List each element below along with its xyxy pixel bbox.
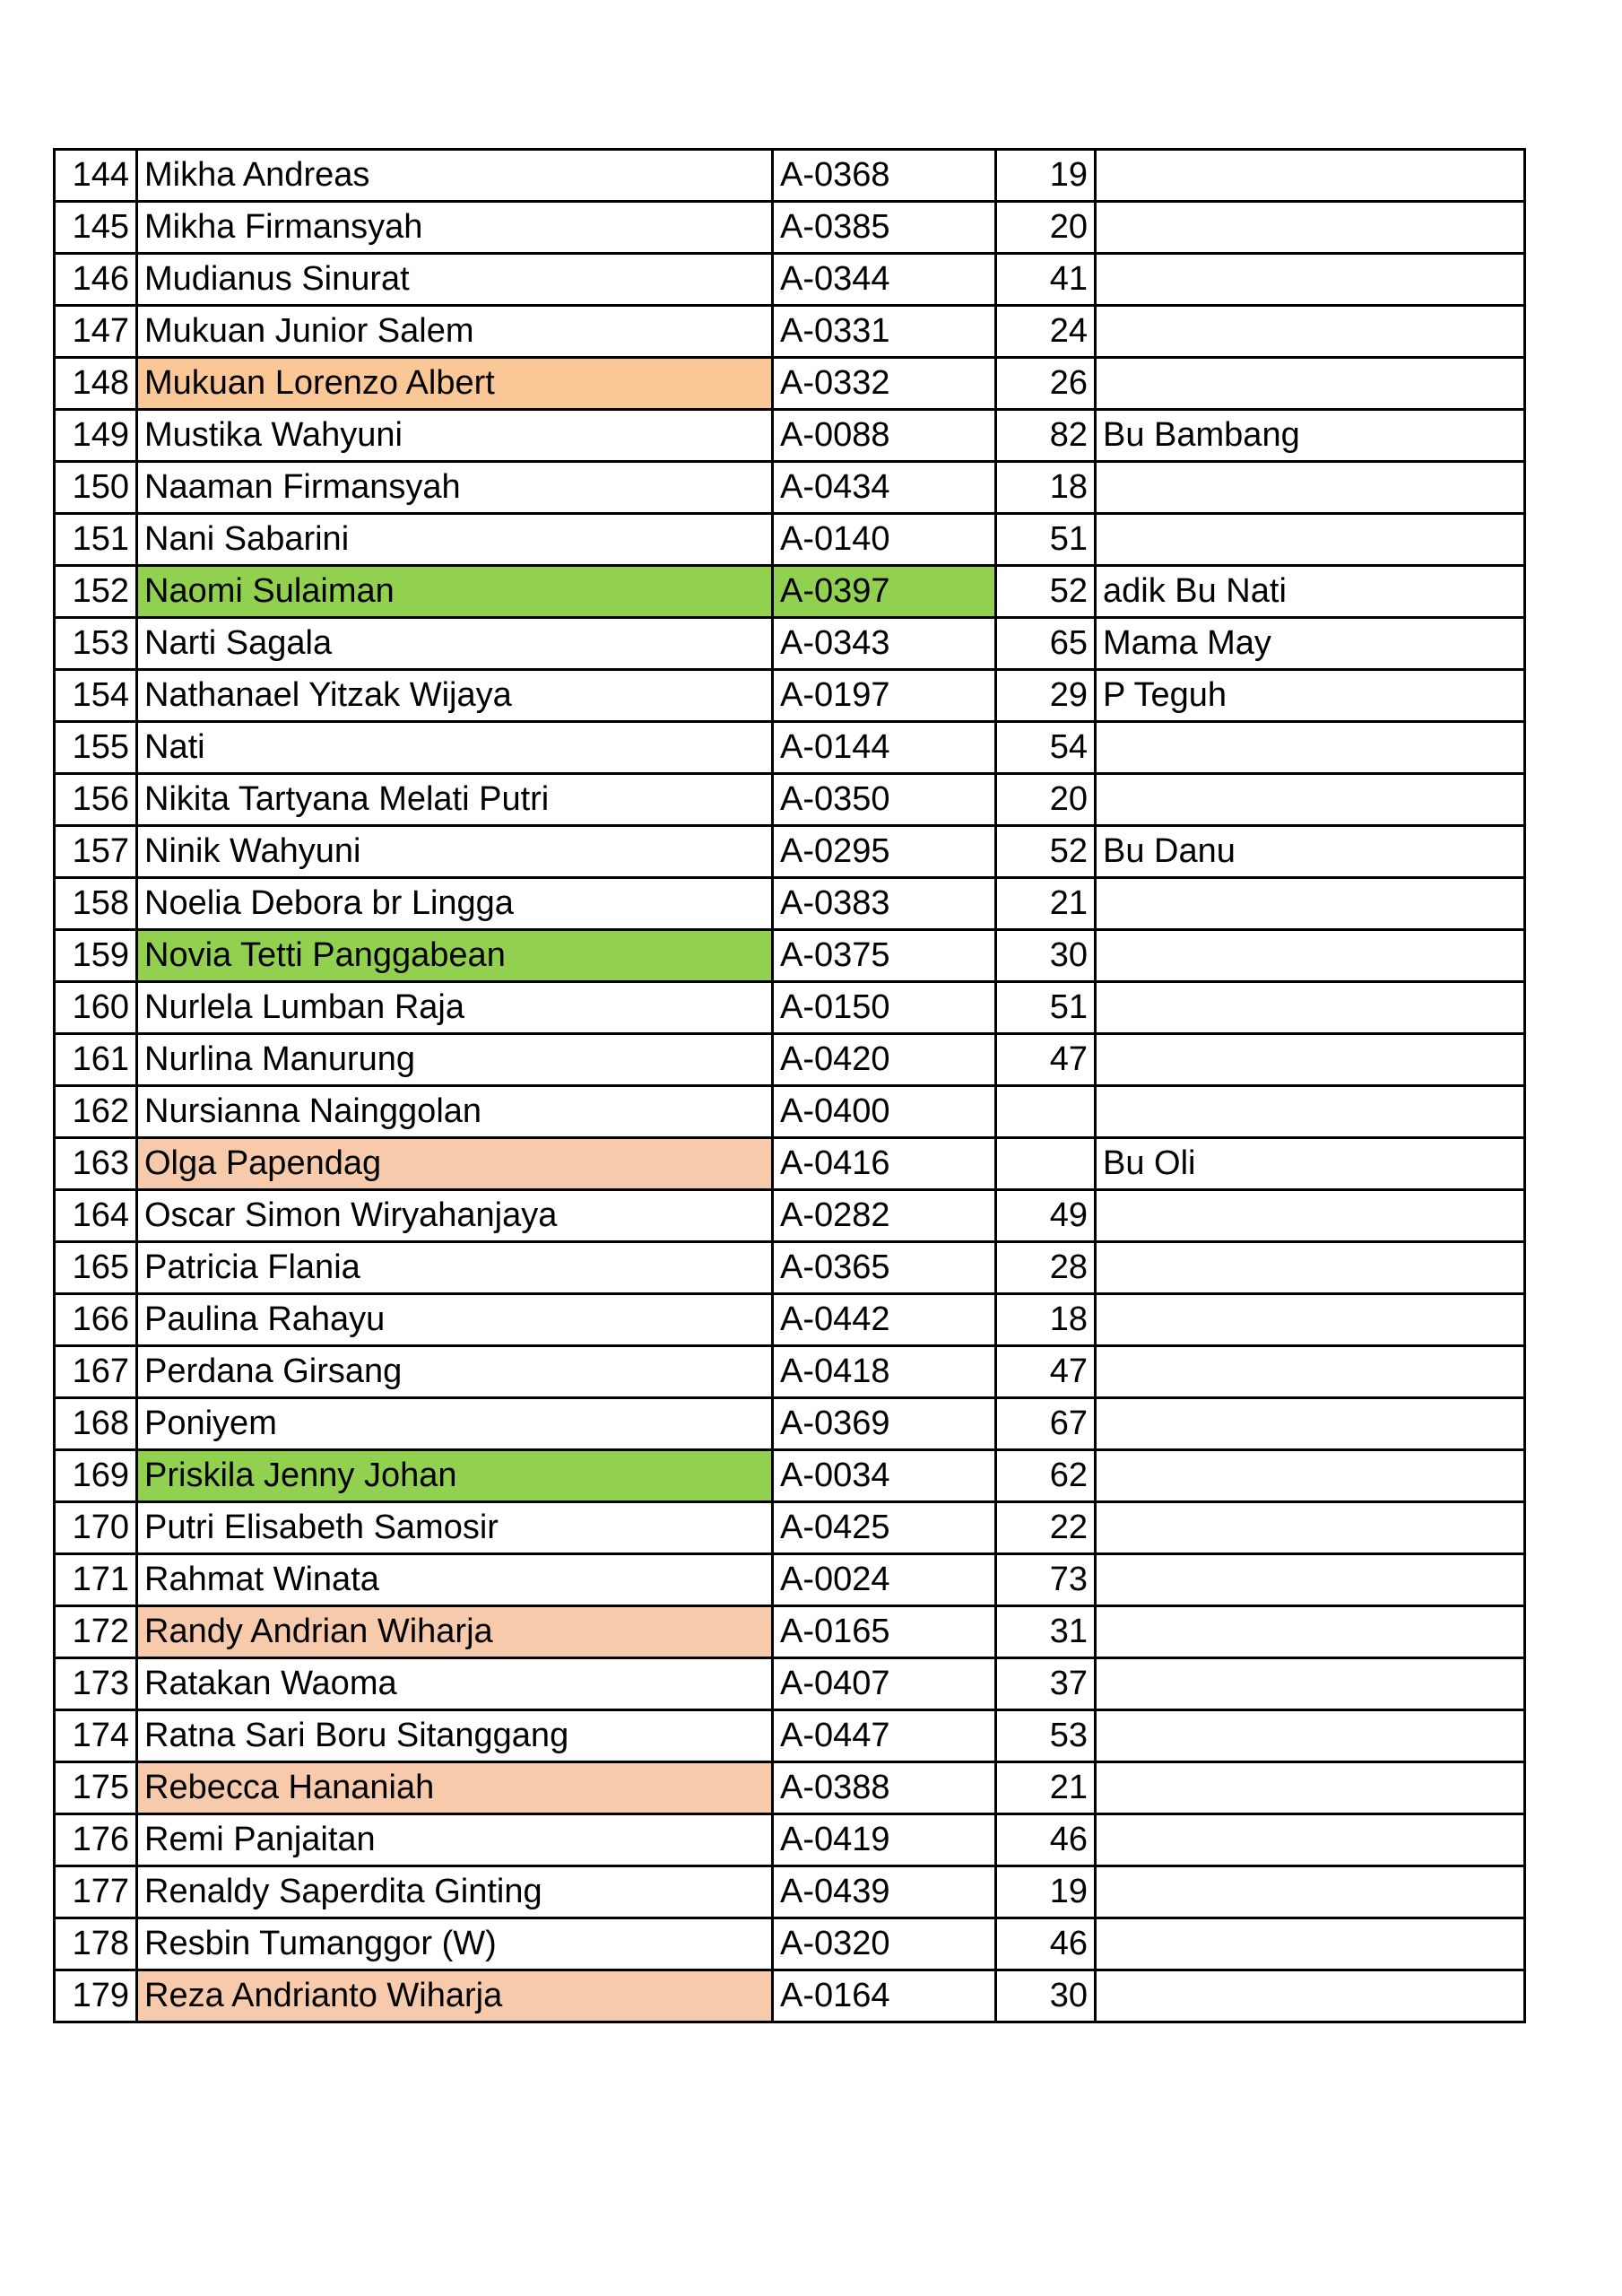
row-number-cell: 144: [55, 150, 137, 202]
row-number-cell: 161: [55, 1034, 137, 1086]
name-cell: Nikita Tartyana Melati Putri: [137, 774, 773, 826]
table-row: [55, 1658, 1525, 1710]
row-number-cell: 173: [55, 1658, 137, 1710]
table-row: [55, 1710, 1525, 1762]
age-cell: 30: [996, 930, 1096, 982]
member-code-cell: A-0295: [773, 826, 996, 878]
table-row: [55, 618, 1525, 670]
member-code-cell: A-0418: [773, 1346, 996, 1398]
row-number-cell: 163: [55, 1138, 137, 1190]
member-code-cell: A-0442: [773, 1294, 996, 1346]
table-row: [55, 826, 1525, 878]
name-cell: Patricia Flania: [137, 1242, 773, 1294]
row-number-cell: 145: [55, 202, 137, 254]
member-code-cell: A-0150: [773, 982, 996, 1034]
name-cell: Resbin Tumanggor (W): [137, 1918, 773, 1970]
age-cell: 52: [996, 826, 1096, 878]
age-cell: 20: [996, 202, 1096, 254]
name-cell: Narti Sagala: [137, 618, 773, 670]
member-code-cell: A-0383: [773, 878, 996, 930]
note-cell: [1096, 1866, 1525, 1918]
table-row: [55, 202, 1525, 254]
name-cell: Noelia Debora br Lingga: [137, 878, 773, 930]
member-code-cell: A-0331: [773, 306, 996, 358]
note-cell: [1096, 514, 1525, 566]
member-code-cell: A-0282: [773, 1190, 996, 1242]
member-code-cell: A-0320: [773, 1918, 996, 1970]
member-code-cell: A-0369: [773, 1398, 996, 1450]
name-cell: Mikha Firmansyah: [137, 202, 773, 254]
name-cell: Rebecca Hananiah: [137, 1762, 773, 1814]
age-cell: 82: [996, 410, 1096, 462]
name-cell: Reza Andrianto Wiharja: [137, 1970, 773, 2022]
note-cell: [1096, 1554, 1525, 1606]
table-row: [55, 1814, 1525, 1866]
table-row: [55, 514, 1525, 566]
member-table: [53, 148, 1526, 2023]
name-cell: Mudianus Sinurat: [137, 254, 773, 306]
table-row: [55, 1138, 1525, 1190]
age-cell: 46: [996, 1814, 1096, 1866]
age-cell: 65: [996, 618, 1096, 670]
table-row: [55, 1918, 1525, 1970]
note-cell: Bu Danu: [1096, 826, 1525, 878]
table-row: [55, 1190, 1525, 1242]
age-cell: [996, 1086, 1096, 1138]
table-row: [55, 358, 1525, 410]
note-cell: [1096, 1450, 1525, 1502]
age-cell: 19: [996, 1866, 1096, 1918]
note-cell: Mama May: [1096, 618, 1525, 670]
name-cell: Mikha Andreas: [137, 150, 773, 202]
note-cell: [1096, 1346, 1525, 1398]
note-cell: [1096, 1190, 1525, 1242]
note-cell: [1096, 306, 1525, 358]
table-row: [55, 1242, 1525, 1294]
age-cell: 22: [996, 1502, 1096, 1554]
table-row: [55, 1294, 1525, 1346]
age-cell: 47: [996, 1034, 1096, 1086]
note-cell: [1096, 1606, 1525, 1658]
member-code-cell: A-0397: [773, 566, 996, 618]
member-code-cell: A-0197: [773, 670, 996, 722]
member-code-cell: A-0350: [773, 774, 996, 826]
row-number-cell: 159: [55, 930, 137, 982]
row-number-cell: 152: [55, 566, 137, 618]
row-number-cell: 174: [55, 1710, 137, 1762]
name-cell: Poniyem: [137, 1398, 773, 1450]
note-cell: [1096, 774, 1525, 826]
name-cell: Nurlela Lumban Raja: [137, 982, 773, 1034]
row-number-cell: 176: [55, 1814, 137, 1866]
row-number-cell: 170: [55, 1502, 137, 1554]
age-cell: 20: [996, 774, 1096, 826]
table-row: [55, 1606, 1525, 1658]
row-number-cell: 178: [55, 1918, 137, 1970]
member-code-cell: A-0388: [773, 1762, 996, 1814]
row-number-cell: 162: [55, 1086, 137, 1138]
age-cell: 37: [996, 1658, 1096, 1710]
row-number-cell: 165: [55, 1242, 137, 1294]
table-row: [55, 1866, 1525, 1918]
table-row: [55, 566, 1525, 618]
age-cell: 31: [996, 1606, 1096, 1658]
age-cell: 24: [996, 306, 1096, 358]
row-number-cell: 153: [55, 618, 137, 670]
name-cell: Priskila Jenny Johan: [137, 1450, 773, 1502]
note-cell: [1096, 150, 1525, 202]
member-code-cell: A-0439: [773, 1866, 996, 1918]
row-number-cell: 171: [55, 1554, 137, 1606]
name-cell: Putri Elisabeth Samosir: [137, 1502, 773, 1554]
note-cell: [1096, 930, 1525, 982]
age-cell: 73: [996, 1554, 1096, 1606]
member-code-cell: A-0332: [773, 358, 996, 410]
member-code-cell: A-0368: [773, 150, 996, 202]
age-cell: 51: [996, 982, 1096, 1034]
age-cell: 18: [996, 1294, 1096, 1346]
member-code-cell: A-0165: [773, 1606, 996, 1658]
row-number-cell: 166: [55, 1294, 137, 1346]
member-code-cell: A-0024: [773, 1554, 996, 1606]
note-cell: adik Bu Nati: [1096, 566, 1525, 618]
row-number-cell: 175: [55, 1762, 137, 1814]
name-cell: Rahmat Winata: [137, 1554, 773, 1606]
note-cell: [1096, 254, 1525, 306]
table-row: [55, 1346, 1525, 1398]
name-cell: Mukuan Junior Salem: [137, 306, 773, 358]
name-cell: Nursianna Nainggolan: [137, 1086, 773, 1138]
name-cell: Ratna Sari Boru Sitanggang: [137, 1710, 773, 1762]
name-cell: Mustika Wahyuni: [137, 410, 773, 462]
name-cell: Ratakan Waoma: [137, 1658, 773, 1710]
name-cell: Perdana Girsang: [137, 1346, 773, 1398]
age-cell: 21: [996, 1762, 1096, 1814]
age-cell: 19: [996, 150, 1096, 202]
table-row: [55, 306, 1525, 358]
name-cell: Nurlina Manurung: [137, 1034, 773, 1086]
member-code-cell: A-0375: [773, 930, 996, 982]
member-code-cell: A-0434: [773, 462, 996, 514]
note-cell: [1096, 1086, 1525, 1138]
name-cell: Renaldy Saperdita Ginting: [137, 1866, 773, 1918]
age-cell: 41: [996, 254, 1096, 306]
table-row: [55, 254, 1525, 306]
name-cell: Naaman Firmansyah: [137, 462, 773, 514]
table-row: [55, 722, 1525, 774]
age-cell: 67: [996, 1398, 1096, 1450]
note-cell: [1096, 878, 1525, 930]
age-cell: 29: [996, 670, 1096, 722]
member-code-cell: A-0034: [773, 1450, 996, 1502]
note-cell: [1096, 1658, 1525, 1710]
member-code-cell: A-0164: [773, 1970, 996, 2022]
member-code-cell: A-0407: [773, 1658, 996, 1710]
name-cell: Naomi Sulaiman: [137, 566, 773, 618]
age-cell: 54: [996, 722, 1096, 774]
age-cell: 52: [996, 566, 1096, 618]
table-row: [55, 1502, 1525, 1554]
table-row: [55, 1970, 1525, 2022]
member-code-cell: A-0144: [773, 722, 996, 774]
table-row: [55, 1086, 1525, 1138]
member-code-cell: A-0447: [773, 1710, 996, 1762]
member-code-cell: A-0400: [773, 1086, 996, 1138]
note-cell: [1096, 1398, 1525, 1450]
member-table-body: [55, 150, 1525, 2022]
name-cell: Nati: [137, 722, 773, 774]
member-code-cell: A-0140: [773, 514, 996, 566]
age-cell: 47: [996, 1346, 1096, 1398]
table-row: [55, 410, 1525, 462]
age-cell: 30: [996, 1970, 1096, 2022]
row-number-cell: 146: [55, 254, 137, 306]
note-cell: [1096, 1970, 1525, 2022]
member-code-cell: A-0419: [773, 1814, 996, 1866]
age-cell: 21: [996, 878, 1096, 930]
row-number-cell: 157: [55, 826, 137, 878]
member-code-cell: A-0420: [773, 1034, 996, 1086]
row-number-cell: 150: [55, 462, 137, 514]
age-cell: 26: [996, 358, 1096, 410]
row-number-cell: 172: [55, 1606, 137, 1658]
member-code-cell: A-0416: [773, 1138, 996, 1190]
age-cell: 49: [996, 1190, 1096, 1242]
table-row: [55, 462, 1525, 514]
member-code-cell: A-0344: [773, 254, 996, 306]
age-cell: 53: [996, 1710, 1096, 1762]
note-cell: [1096, 1242, 1525, 1294]
note-cell: [1096, 202, 1525, 254]
note-cell: Bu Bambang: [1096, 410, 1525, 462]
row-number-cell: 160: [55, 982, 137, 1034]
table-row: [55, 1554, 1525, 1606]
age-cell: 28: [996, 1242, 1096, 1294]
age-cell: 51: [996, 514, 1096, 566]
table-row: [55, 982, 1525, 1034]
name-cell: Randy Andrian Wiharja: [137, 1606, 773, 1658]
name-cell: Remi Panjaitan: [137, 1814, 773, 1866]
name-cell: Paulina Rahayu: [137, 1294, 773, 1346]
table-row: [55, 930, 1525, 982]
name-cell: Olga Papendag: [137, 1138, 773, 1190]
member-code-cell: A-0088: [773, 410, 996, 462]
row-number-cell: 151: [55, 514, 137, 566]
name-cell: Nani Sabarini: [137, 514, 773, 566]
row-number-cell: 167: [55, 1346, 137, 1398]
row-number-cell: 155: [55, 722, 137, 774]
table-row: [55, 1398, 1525, 1450]
note-cell: [1096, 1762, 1525, 1814]
age-cell: 46: [996, 1918, 1096, 1970]
member-code-cell: A-0425: [773, 1502, 996, 1554]
table-row: [55, 1762, 1525, 1814]
member-code-cell: A-0343: [773, 618, 996, 670]
table-row: [55, 774, 1525, 826]
table-row: [55, 1034, 1525, 1086]
row-number-cell: 156: [55, 774, 137, 826]
note-cell: [1096, 358, 1525, 410]
row-number-cell: 149: [55, 410, 137, 462]
note-cell: [1096, 1034, 1525, 1086]
row-number-cell: 148: [55, 358, 137, 410]
note-cell: [1096, 1710, 1525, 1762]
table-row: [55, 1450, 1525, 1502]
name-cell: Mukuan Lorenzo Albert: [137, 358, 773, 410]
table-row: [55, 670, 1525, 722]
row-number-cell: 164: [55, 1190, 137, 1242]
age-cell: 62: [996, 1450, 1096, 1502]
table-row: [55, 878, 1525, 930]
note-cell: [1096, 1814, 1525, 1866]
row-number-cell: 154: [55, 670, 137, 722]
name-cell: Novia Tetti Panggabean: [137, 930, 773, 982]
note-cell: [1096, 1294, 1525, 1346]
row-number-cell: 177: [55, 1866, 137, 1918]
row-number-cell: 179: [55, 1970, 137, 2022]
row-number-cell: 168: [55, 1398, 137, 1450]
row-number-cell: 158: [55, 878, 137, 930]
note-cell: [1096, 1918, 1525, 1970]
name-cell: Nathanael Yitzak Wijaya: [137, 670, 773, 722]
table-row: [55, 150, 1525, 202]
name-cell: Ninik Wahyuni: [137, 826, 773, 878]
note-cell: Bu Oli: [1096, 1138, 1525, 1190]
note-cell: P Teguh: [1096, 670, 1525, 722]
note-cell: [1096, 982, 1525, 1034]
member-code-cell: A-0385: [773, 202, 996, 254]
note-cell: [1096, 1502, 1525, 1554]
note-cell: [1096, 462, 1525, 514]
name-cell: Oscar Simon Wiryahanjaya: [137, 1190, 773, 1242]
note-cell: [1096, 722, 1525, 774]
age-cell: 18: [996, 462, 1096, 514]
row-number-cell: 169: [55, 1450, 137, 1502]
member-code-cell: A-0365: [773, 1242, 996, 1294]
age-cell: [996, 1138, 1096, 1190]
row-number-cell: 147: [55, 306, 137, 358]
